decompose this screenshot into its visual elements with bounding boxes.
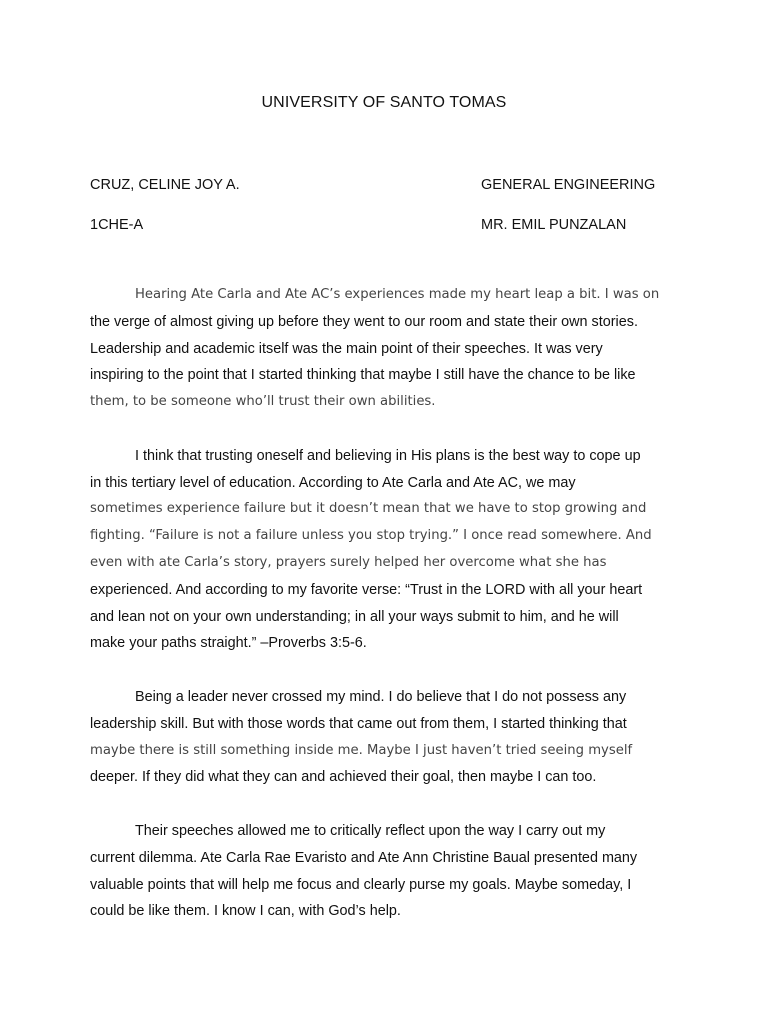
student-name: CRUZ, CELINE JOY A. [90, 177, 240, 193]
paragraph-line: Being a leader never crossed my mind. I do believe that I do not possess any [135, 688, 627, 705]
paragraph-line: them, to be someone who’ll trust their own abilities. [90, 394, 436, 410]
paragraph-2 [90, 443, 680, 657]
paragraph-line: could be like them. I know I can, with God’s help. [90, 903, 401, 920]
paragraph-line: I think that trusting oneself and believing in His plans is the best way to cope up [135, 447, 641, 464]
paragraph-line: and lean not on your own understanding; in all your ways submit to him, and he will [90, 608, 619, 625]
paragraph-line: in this tertiary level of education. According to Ate Carla and Ate AC, we may [90, 474, 576, 491]
paragraph-line: current dilemma. Ate Carla Rae Evaristo and Ate Ann Christine Baual presented many [90, 849, 638, 866]
paragraph-4 [90, 818, 680, 925]
essay-body [90, 282, 680, 952]
paragraph-line: make your paths straight.” –Proverbs 3:5-6. [90, 635, 367, 652]
paragraph-line: experienced. And according to my favorite verse: “Trust in the LORD with all your heart [90, 581, 643, 598]
instructor-name: MR. EMIL PUNZALAN [481, 217, 627, 233]
paragraph-line: fighting. “Failure is not a failure unless you stop trying.” I once read somewhere. And [90, 528, 652, 544]
paragraph-line: the verge of almost giving up before they went to our room and state their own stories. [90, 313, 638, 330]
paragraph-line: leadership skill. But with those words that came out from them, I started thinking that [90, 715, 627, 732]
paragraph-line: sometimes experience failure but it doesn’t mean that we have to stop growing and [90, 501, 647, 517]
paragraph-line: Hearing Ate Carla and Ate AC’s experiences made my heart leap a bit. I was on [135, 287, 660, 302]
paragraph-line: Their speeches allowed me to critically reflect upon the way I carry out my [135, 822, 606, 839]
paragraph-line: maybe there is still something inside me. Maybe I just haven’t tried seeing myself [90, 742, 633, 758]
section-name: 1CHE-A [90, 217, 144, 233]
paragraph-line: valuable points that will help me focus and clearly purse my goals. Maybe someday, I [90, 876, 632, 893]
paragraph-line: even with ate Carla’s story, prayers surely helped her overcome what she has [90, 554, 607, 570]
paragraph-line: deeper. If they did what they can and achieved their goal, then maybe I can too. [90, 769, 597, 786]
paragraph-1 [90, 282, 680, 416]
subject-name: GENERAL ENGINEERING [481, 177, 656, 193]
paragraph-line: inspiring to the point that I started thinking that maybe I still have the chance to be like [90, 367, 636, 384]
document-title: UNIVERSITY OF SANTO TOMAS [261, 94, 507, 111]
paragraph-line: Leadership and academic itself was the main point of their speeches. It was very [90, 340, 603, 357]
paragraph-3 [90, 684, 680, 791]
